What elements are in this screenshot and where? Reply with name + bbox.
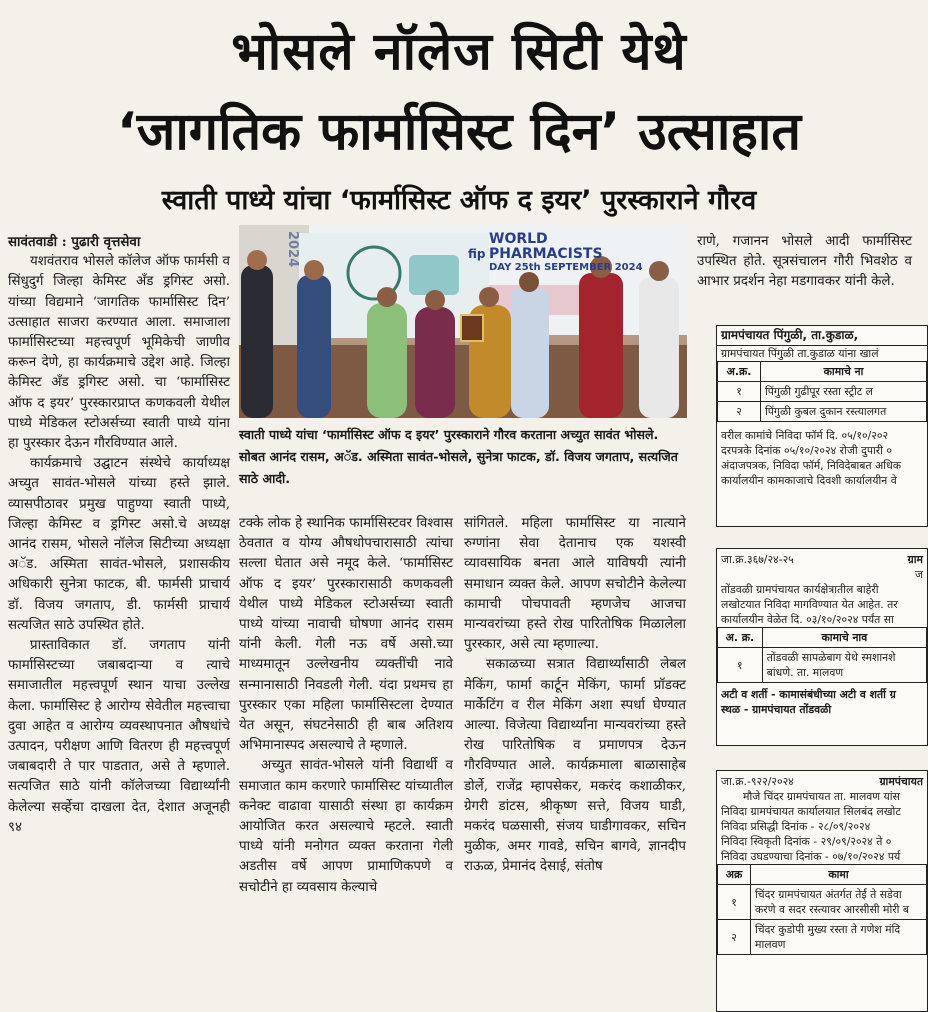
article-paragraph: कार्यक्रमाचे उद्घाटन संस्थेचे कार्याध्यक्ष अच्युत सावंत-भोसले यांच्या हस्ते झाले. व्यासपीठावर प्रमुख पाहुण्या स्वाती पाध्ये, जिल्हा केमिस्ट व ड्रगिस्ट असो.चे अध्यक्ष आनंद रासम, भोसले नॉलेज सिटीच्या अध्यक्षा अॅड. अस्मिता सावंत-भोसले, प्रशासकीय अधिकारी सुनेत्रा फाटक, बी. फार्मसी प्राचार्य डॉ. विजय जगताप, डी. फार्मसी प्राचार्य सत्यजित साठे उपस्थित होते. <box>8 456 230 633</box>
table-header-work: कामाचे ना <box>761 362 927 382</box>
cell-work <box>751 885 927 920</box>
notice-line: कार्यालयीन कामकाजाचे दिवशी कार्यालयीन वे <box>721 474 897 487</box>
article-column-3 <box>464 514 686 878</box>
notice-header-row <box>717 549 927 567</box>
notice-right-sub: ज <box>914 568 923 581</box>
notice-table <box>717 361 927 422</box>
notice-right-title: ग्राम <box>907 553 923 566</box>
banner-world: WORLD <box>489 231 548 247</box>
event-photo <box>239 225 687 418</box>
notice-line: लखोटयात निविदा मागविण्यात येत आहेत. तर <box>721 598 898 611</box>
article-paragraph: सांगितले. महिला फार्मासिस्ट या नात्याने रुग्णांना सेवा देतानाच एक यशस्वी व्यावसायिक बनता आले याविषयी त्यांनी समाधान व्यक्त केले. आपण सचोटीने केलेल्या कामाची पोचपावती म्हणजेच आजचा मान्यवरांच्या हस्ते रोख पारितोषिक मिळालेला पुरस्कार, असे त्या म्हणाल्या. <box>464 516 686 653</box>
article-column-4 <box>697 232 912 293</box>
notice-title: ग्रामपंचायत पिंगुळी, ता.कुडाळ, <box>717 326 927 346</box>
cell-no: १ <box>718 382 761 402</box>
notice-line: निविदा प्रसिद्धी दिनांक - २८/०९/२०२४ <box>721 820 871 833</box>
article-column-1 <box>8 232 230 838</box>
cell-work-line: करणे व सदर रस्त्यावर आरसीसी मोरी ब <box>755 903 910 916</box>
notice-table <box>717 864 927 955</box>
cell-work-line: मालवण <box>755 938 786 951</box>
notice-line: तोंडवळी ग्रामपंचायत कार्यक्षेत्रातील बाहेरी <box>721 583 879 596</box>
notice-line: दरपत्रके दिनांक ०५/१०/२०२४ रोजी दुपारी ० <box>721 444 893 457</box>
article-paragraph: अच्युत सावंत-भोसले यांनी विद्यार्थी व समाजात काम करणारे फार्मासिस्ट यांच्यातील कनेक्ट वाढावा यासाठी संस्था हा कार्यक्रम आयोजित करत असल्याचे म्हटले. स्वाती पाध्ये यांनी मनोगत व्यक्त करताना गेली अडतीस वर्षे आपण प्रामाणिकपणे व सचोटीने हा व्यवसाय केल्याचे <box>239 758 453 895</box>
table-header-no: अ. क्र. <box>718 628 763 648</box>
article-paragraph: टक्के लोक हे स्थानिक फार्मासिस्टवर विश्वास ठेवतात व योग्य औषधोपचारासाठी त्यांचा सल्ला घेतात असे नमूद केले. ‘फार्मासिस्ट ऑफ द इयर’ पुरस्कारासाठी कणकवली येथील पाध्ये मेडिकल स्टोअर्सच्या स्वाती पाध्ये यांच्या नावाची घोषणा आनंद रासम यांनी केली. गेली नऊ वर्षे असो.च्या माध्यमातून उल्लेखनीय व्यक्तींची नावे सन्मानासाठी निवडली गेली. यंदा प्रथमच हा पुरस्कार एका महिला फार्मासिस्टला देण्यात येत असून, संघटनेसाठी ही बाब अतिशय अभिमानास्पद असल्याचे ते म्हणाले. <box>239 516 453 754</box>
table-header-work: कामाचे नाव <box>762 628 926 648</box>
table-header-work: कामा <box>751 865 927 885</box>
headline-line-1: भोसले नॉलेज सिटी येथे <box>231 22 687 82</box>
cell-work-line: तोंडवळी सापळेबाग येथे स्मशानशे <box>766 651 896 664</box>
notice-line: वरील कामांचे निविदा फॉर्म दि. ०५/१०/२०२ <box>721 429 889 442</box>
tender-notice-tondavali <box>716 548 928 746</box>
banner-fip: fip <box>468 247 486 261</box>
article-column-2 <box>239 514 453 898</box>
notice-line: मौजे चिंदर ग्रामपंचायत ता. मालवण यांस <box>743 790 900 803</box>
notice-ref: जा.क्र.-९२२/२०२४ <box>721 775 794 788</box>
subheadline: स्वाती पाध्ये यांचा ‘फार्मासिस्ट ऑफ द इयर’ पुरस्काराने गौरव <box>161 185 757 216</box>
notice-line: निविदा स्विकृती दिनांक - २९/०९/२०२४ ते ० <box>721 835 892 848</box>
photo-illustration <box>239 225 687 418</box>
notice-subtitle: ग्रामपंचायत पिंगुळी ता.कुडाळ यांना खालं <box>721 347 879 360</box>
cell-work-line: चिंदर ग्रामपंचायत अंतर्गत तेर्ई ते सडेवा <box>755 888 902 901</box>
notice-table <box>717 627 927 683</box>
notice-line: निविदा ग्रामपंचायत कार्यालयात सिलबंद लखोट <box>721 805 901 818</box>
cell-no: २ <box>718 920 751 955</box>
notice-place: स्थळ - ग्रामपंचायत तोंडवळी <box>721 703 832 716</box>
photo-caption: स्वाती पाध्ये यांचा ‘फार्मासिस्ट ऑफ द इयर’ पुरस्काराने गौरव करताना अच्युत सावंत भोसले. सोबत आनंद रासम, अॅड. अस्मिता सावंत-भोसले, सुनेत्रा फाटक, डॉ. विजय जगताप, सत्यजित साठे आदी. <box>239 427 678 486</box>
tender-notice-chindar <box>716 770 928 1012</box>
table-header-no: अ.क्र. <box>718 362 761 382</box>
tender-notice-pingulii <box>716 325 928 527</box>
table-row <box>718 920 927 955</box>
table-row <box>718 648 927 683</box>
banner-year-side: 2024 <box>285 231 300 268</box>
table-row <box>718 382 927 402</box>
article-paragraph: प्रास्ताविकात डॉ. जगताप यांनी फार्मासिस्टच्या जबाबदाऱ्या व त्याचे समाजातील महत्त्वपूर्ण स्थान याचा उल्लेख केला. फार्मासिस्ट हे आरोग्य सेवेतील महत्त्वाचा दुवा आहेत व आरोग्य व्यवस्थापनात औषधांचे उत्पादन, परीक्षण आणि वितरण ही महत्त्वपूर्ण जबाबदारी ते पार पाडतात, असे ते म्हणाले. सत्यजित साठे यांनी कॉलेजच्या विद्यार्थ्यांनी केलेल्या सर्व्हेचा दाखला देत, देशात अजूनही ९४ <box>8 638 230 835</box>
cell-work <box>762 648 926 683</box>
table-row <box>718 885 927 920</box>
notice-line: अंदाजपत्रक, निविदा फॉर्म, निविदेबाबत अधिक <box>721 459 902 472</box>
article-paragraph: सकाळच्या सत्रात विद्यार्थ्यांसाठी लेबल मेकिंग, फार्मा कार्टून मेकिंग, फार्मा प्रॉडक्ट मार्केटिंग व रील मेकिंग अशा स्पर्धा घेण्यात आल्या. विजेत्या विद्यार्थ्यांना मान्यवरांच्या हस्ते रोख पारितोषिक व प्रमाणपत्र देऊन गौरविण्यात आले. कार्यक्रमाला बाळासाहेब डोर्ले, राजेंद्र म्हापसेकर, मकरंद कशाळीकर, ग्रेगरी डांटस, श्रीकृष्ण सत्ते, विजय घाडी, मकरंद घळसासी, संजय घाडीगावकर, सचिन मुळीक, अमर गावडे, सचिन बागवे, ज्ञानदीप राऊळ, प्रेमानंद देसाई, संतोष <box>464 657 686 875</box>
table-row <box>718 402 927 422</box>
article-paragraph: यशवंतराव भोसले कॉलेज ऑफ फार्मसी व सिंधुदुर्ग जिल्हा केमिस्ट अँड ड्रगिस्ट असो. यांच्या विद्यमाने ‘जागतिक फार्मासिस्ट दिन’ उत्साहात साजरा करण्यात आला. समाजाला फार्मासिस्टच्या महत्त्वपूर्ण भूमिकेची जाणीव करून देणे, हा कार्यक्रमाचे उद्देश आहे. जिल्हा केमिस्ट अँड ड्रगिस्ट असो. चा ‘फार्मासिस्ट ऑफ द इयर’ पुरस्कारप्राप्त कणकवली येथील पाध्ये मेडिकल स्टोअर्सच्या स्वाती पाध्ये यांना हा पुरस्कार देऊन गौरविण्यात आले. <box>8 254 230 452</box>
notice-header-row <box>717 771 927 789</box>
cell-work-line: चिंदर कुडोपी मुख्य रस्ता ते गणेश मंदि <box>755 923 901 936</box>
headline-line-2: ‘जागतिक फार्मासिस्ट दिन’ उत्साहात <box>116 102 802 162</box>
notice-ref: जा.क्र.३६७/२४-२५ <box>721 553 794 566</box>
cell-work-line: बांधणे. ता. मालवण <box>766 666 844 679</box>
cell-no: १ <box>718 885 751 920</box>
dateline: सावंतवाडी : पुढारी वृत्तसेवा <box>8 234 141 250</box>
article-paragraph: राणे, गजानन भोसले आदी फार्मासिस्ट उपस्थित होते. सूत्रसंचालन गौरी भिवशेठ व आभार प्रदर्शन नेहा मडगावकर यांनी केले. <box>697 234 912 290</box>
cell-no: २ <box>718 402 761 422</box>
banner-pharmacists: PHARMACISTS <box>489 246 603 262</box>
notice-terms: अटी व शर्ती - कामासंबंधीच्या अटी व शर्ती ग्र <box>721 688 896 701</box>
cell-work <box>751 920 927 955</box>
table-header-no: अक्र <box>718 865 751 885</box>
cell-work: पिंगुळी कुबल दुकान रस्त्यालगत <box>761 402 927 422</box>
banner-day: DAY 25th SEPTEMBER 2024 <box>489 262 643 273</box>
notice-right-title: ग्रामपंचायत <box>879 775 923 788</box>
cell-no: १ <box>718 648 763 683</box>
notice-line: कार्यालयीन वेळेत दि. ०३/१०/२०२४ पर्यंत सा <box>721 613 894 626</box>
cell-work: पिंगुळी गुढीपूर रस्ता स्ट्रीट ल <box>761 382 927 402</box>
notice-line: निविदा उघडण्याचा दिनांक - ०७/१०/२०२४ पर्य <box>721 850 901 863</box>
